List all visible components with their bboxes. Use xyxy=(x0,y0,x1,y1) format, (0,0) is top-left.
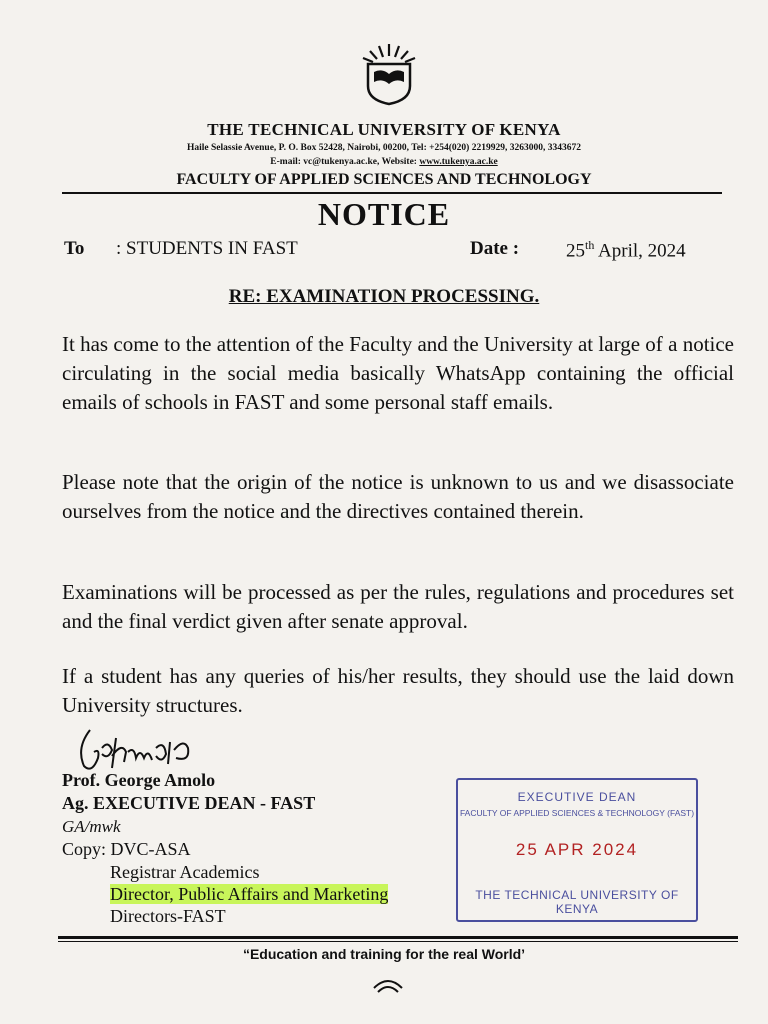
header-divider xyxy=(62,192,722,194)
body-paragraph-2: Please note that the origin of the notice is unknown to us and we disassociate ourselves from the notice and the directives contained therein. xyxy=(62,470,734,523)
cc-recipient-text: Director, Public Affairs and Marketing xyxy=(110,884,389,904)
handwritten-signature xyxy=(72,718,212,778)
to-label: To xyxy=(64,238,85,259)
official-stamp xyxy=(456,778,698,922)
stamp-date: 25 APR 2024 xyxy=(515,840,639,859)
cc-recipient: Directors-FAST xyxy=(110,906,226,926)
body-paragraph-1: It has come to the attention of the Faculty and the University at large of a notice circulating in the social media basically WhatsApp containing the official emails of schools in FAST and some personal staff emails. xyxy=(62,332,734,414)
email-text: E-mail: vc@tukenya.ac.ke, Website: xyxy=(270,157,420,167)
subject-line xyxy=(0,286,768,308)
body-paragraph-4: If a student has any queries of his/her results, they should use the laid down University structures. xyxy=(62,664,734,717)
date-rest: April, 2024 xyxy=(594,240,686,262)
university-address: Haile Selassie Avenue, P. O. Box 52428, Nairobi, 00200, Tel: +254(020) 2219929, 3263000, 3343672 xyxy=(187,143,581,153)
university-name: THE TECHNICAL UNIVERSITY OF KENYA xyxy=(207,120,561,139)
footer-motto: “Education and training for the real World’ xyxy=(242,946,526,962)
cc-recipient-highlighted xyxy=(110,884,388,905)
footer-divider xyxy=(58,936,738,939)
stamp-office: EXECUTIVE DEAN xyxy=(517,790,637,804)
website-link[interactable]: www.tukenya.ac.ke xyxy=(419,157,498,167)
stamp-faculty: FACULTY OF APPLIED SCIENCES & TECHNOLOGY (FAST) xyxy=(459,808,695,818)
contact-line xyxy=(0,157,768,167)
date-value xyxy=(566,238,686,262)
body-paragraph-3: Examinations will be processed as per the rules, regulations and procedures set and the final verdict given after senate approval. xyxy=(62,580,734,633)
stamp-university: THE TECHNICAL UNIVERSITY OF KENYA xyxy=(475,888,679,916)
footer-divider-thin xyxy=(58,941,738,942)
reference-initials: GA/mwk xyxy=(62,817,121,836)
signatory-name: Prof. George Amolo xyxy=(62,770,216,790)
footer-logo-icon xyxy=(368,970,408,1000)
cc-recipient: Registrar Academics xyxy=(110,862,260,882)
signatory-title: Ag. EXECUTIVE DEAN - FAST xyxy=(62,793,316,813)
date-day: 25 xyxy=(566,240,585,262)
date-suffix: th xyxy=(585,238,595,252)
date-label: Date : xyxy=(470,238,520,259)
to-recipient: : STUDENTS IN FAST xyxy=(116,238,298,259)
subject-text: RE: EXAMINATION PROCESSING. xyxy=(228,286,540,307)
copy-to-label: Copy: DVC-ASA xyxy=(62,839,191,859)
notice-heading: NOTICE xyxy=(317,196,451,232)
faculty-name: FACULTY OF APPLIED SCIENCES AND TECHNOLOGY xyxy=(176,171,592,188)
university-logo xyxy=(354,42,424,106)
